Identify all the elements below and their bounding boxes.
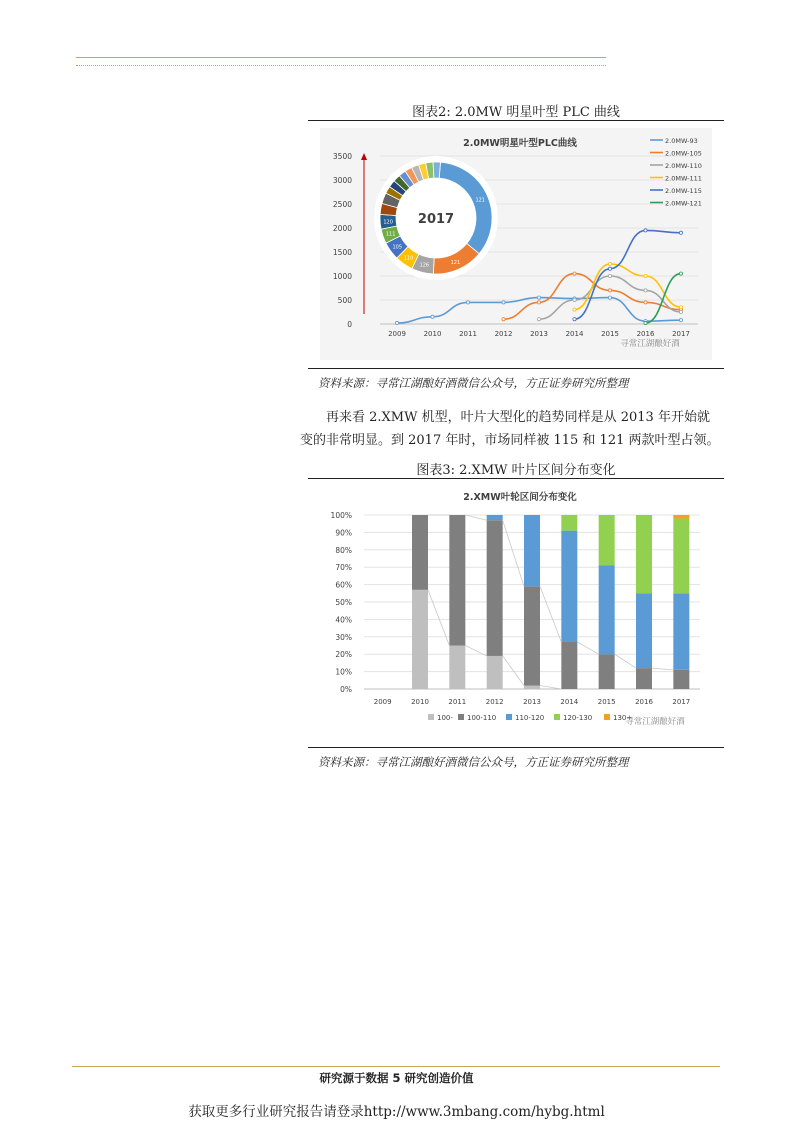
chart1-x-tick: 2014 <box>565 330 584 338</box>
chart2-bar-segment <box>673 670 689 689</box>
chart2-legend-swatch <box>506 714 512 720</box>
chart1-x-tick: 2015 <box>601 330 619 338</box>
chart1-x-tick: 2010 <box>423 330 442 338</box>
chart2-bar-segment <box>673 518 689 593</box>
chart2-legend-label: 110-120 <box>515 714 545 722</box>
chart2-y-tick: 60% <box>335 580 352 590</box>
chart1-y-tick: 500 <box>337 296 352 305</box>
chart1-y-tick: 1500 <box>332 248 352 257</box>
chart1-y-tick: 0 <box>347 320 352 329</box>
chart2-y-tick: 40% <box>335 615 352 625</box>
chart1-point <box>679 306 682 309</box>
chart2-bar-segment <box>599 515 615 565</box>
chart1-point <box>679 231 682 234</box>
figure2-source: 资料来源：寻常江湖酿好酒微信公众号，方正证券研究所整理 <box>318 376 629 390</box>
chart1-point <box>644 229 647 232</box>
chart2-y-tick: 100% <box>330 511 352 520</box>
chart2-y-tick: 80% <box>335 545 352 555</box>
chart1-point <box>395 321 398 324</box>
chart2-bar-segment <box>524 515 540 586</box>
chart2-legend-swatch <box>604 714 610 720</box>
chart1-x-tick: 2017 <box>672 330 690 338</box>
figure2-top-rule <box>308 120 724 121</box>
chart2-legend-label: 120-130 <box>563 714 593 722</box>
chart2-bar-segment <box>449 646 465 690</box>
chart1-point <box>644 301 647 304</box>
chart1-point <box>431 315 434 318</box>
chart2-x-tick: 2009 <box>373 698 392 706</box>
chart2-bar-segment <box>487 515 503 520</box>
chart1-point <box>502 301 505 304</box>
figure2-caption: 图表2: 2.0MW 明星叶型 PLC 曲线 <box>412 105 620 120</box>
donut-slice-label: 110 <box>403 255 414 262</box>
chart2-bar-segment <box>449 515 465 646</box>
chart1-legend-label: 2.0MW-111 <box>665 174 702 183</box>
chart1-x-tick: 2009 <box>388 330 406 338</box>
chart2-x-tick: 2017 <box>672 698 691 706</box>
chart1-point <box>537 296 540 299</box>
chart1-legend-label: 2.0MW-115 <box>665 187 702 195</box>
chart1-point <box>679 319 682 322</box>
footer-link[interactable]: 获取更多行业研究报告请登录http://www.3mbang.com/hybg.html <box>188 1104 605 1120</box>
chart2-watermark: 寻常江湖酿好酒 <box>625 717 685 727</box>
header-dotted-rule <box>76 65 606 66</box>
chart2-bar-segment <box>599 654 615 689</box>
donut-slice-label: 121 <box>450 259 461 266</box>
paragraph-line-1: 再来看 2.XMW 机型，叶片大型化的趋势同样是从 2013 年开始就 <box>326 410 710 425</box>
chart2-x-tick: 2014 <box>560 698 579 706</box>
chart1-point <box>608 289 611 292</box>
figure3-bottom-rule <box>308 747 724 748</box>
chart1-point <box>608 274 611 277</box>
chart1-x-tick: 2016 <box>636 330 655 338</box>
chart1-point <box>573 298 576 301</box>
chart1-point <box>608 296 611 299</box>
chart1-y-tick: 2000 <box>332 224 352 233</box>
chart2-bar-segment <box>561 531 577 642</box>
chart2-title: 2.XMW叶轮区间分布变化 <box>463 492 577 503</box>
chart2-bar-segment <box>487 656 503 689</box>
chart1-y-tick: 2500 <box>332 200 352 209</box>
chart1-point <box>644 289 647 292</box>
chart1-y-tick: 3000 <box>332 176 352 185</box>
chart1-background <box>320 128 712 360</box>
chart2-bar-segment <box>599 565 615 654</box>
chart1-watermark: 寻常江湖酿好酒 <box>620 339 680 349</box>
chart1-point <box>644 321 647 324</box>
chart1-point <box>679 272 682 275</box>
chart2-bar-segment <box>673 515 689 518</box>
chart1-title: 2.0MW明星叶型PLC曲线 <box>463 138 577 149</box>
chart2-y-tick: 70% <box>335 563 352 573</box>
donut-slice <box>433 162 440 178</box>
chart2-bar-segment <box>524 586 540 685</box>
paragraph-line-2: 变的非常明显。到 2017 年时，市场同样被 115 和 121 两款叶型占领。 <box>300 433 720 448</box>
chart1-legend-label: 2.0MW-93 <box>665 137 698 145</box>
donut-slice-label: 111 <box>385 231 396 238</box>
figure3-top-rule <box>308 478 724 479</box>
donut-slice-label: 120 <box>383 219 393 226</box>
chart2-bar-segment <box>524 686 540 689</box>
figure3-caption: 图表3: 2.XMW 叶片区间分布变化 <box>416 463 616 478</box>
chart1-point <box>537 301 540 304</box>
chart1-point <box>679 310 682 313</box>
chart1-point <box>608 267 611 270</box>
chart2-legend-swatch <box>428 714 434 720</box>
chart1-legend-label: 2.0MW-121 <box>665 199 702 208</box>
chart1-x-tick: 2012 <box>494 330 513 338</box>
chart1-legend-label: 2.0MW-105 <box>665 149 702 158</box>
chart2-legend-label: 130+ <box>613 714 633 722</box>
chart2-bar-segment <box>412 515 428 590</box>
chart2-y-tick: 20% <box>335 650 352 660</box>
chart1-point <box>573 272 576 275</box>
chart2-legend-swatch <box>458 714 464 720</box>
chart1-y-tick: 3500 <box>332 152 352 161</box>
chart1-y-tick: 1000 <box>332 272 352 281</box>
chart2-y-tick: 90% <box>335 528 352 538</box>
chart1-point <box>537 318 540 321</box>
chart1-x-tick: 2013 <box>530 330 548 338</box>
chart2-y-tick: 10% <box>335 667 352 677</box>
chart2-y-tick: 0% <box>340 685 352 694</box>
chart1-point <box>573 308 576 311</box>
chart2-x-tick: 2011 <box>448 698 467 706</box>
chart2-x-tick: 2015 <box>597 698 616 706</box>
donut-slice-label: 121 <box>475 197 485 204</box>
chart1-point <box>502 318 505 321</box>
chart2-legend-label: 100-110 <box>467 714 497 722</box>
chart2-y-tick: 50% <box>335 598 352 607</box>
chart2-legend-swatch <box>554 714 560 720</box>
chart2-bar-segment <box>636 668 652 689</box>
figure2-bottom-rule <box>308 368 724 369</box>
chart2-bar-segment <box>636 515 652 593</box>
chart2-bar-segment <box>561 515 577 531</box>
donut-center-label: 2017 <box>417 212 455 227</box>
chart2-y-tick: 30% <box>335 632 352 642</box>
chart2-bar-segment <box>561 642 577 689</box>
chart2-bar-segment <box>636 593 652 668</box>
chart2-legend-label: 100- <box>437 714 453 722</box>
donut-slice-label: 126 <box>419 262 430 269</box>
chart2-x-tick: 2013 <box>523 698 541 706</box>
chart2-x-tick: 2016 <box>635 698 653 706</box>
chart1-legend-label: 2.0MW-110 <box>665 162 702 170</box>
header-rule <box>76 57 606 58</box>
chart1-x-tick: 2011 <box>459 330 477 338</box>
plc-line-chart <box>320 128 712 360</box>
body-paragraph <box>300 406 726 452</box>
blade-distribution-chart <box>320 484 712 742</box>
chart2-bar-segment <box>487 520 503 656</box>
figure3-source: 资料来源：寻常江湖酿好酒微信公众号，方正证券研究所整理 <box>318 755 629 769</box>
chart1-point <box>466 301 469 304</box>
chart2-bar-segment <box>673 593 689 670</box>
footer-rule <box>72 1066 720 1067</box>
chart1-point <box>608 262 611 265</box>
chart2-x-tick: 2012 <box>485 698 504 706</box>
chart2-bar-segment <box>412 590 428 689</box>
donut-slice-label: 105 <box>392 244 403 251</box>
footer-tagline: 研究源于数据 5 研究创造价值 <box>319 1071 474 1085</box>
chart1-point <box>573 318 576 321</box>
chart2-x-tick: 2010 <box>411 698 429 706</box>
chart1-point <box>644 274 647 277</box>
